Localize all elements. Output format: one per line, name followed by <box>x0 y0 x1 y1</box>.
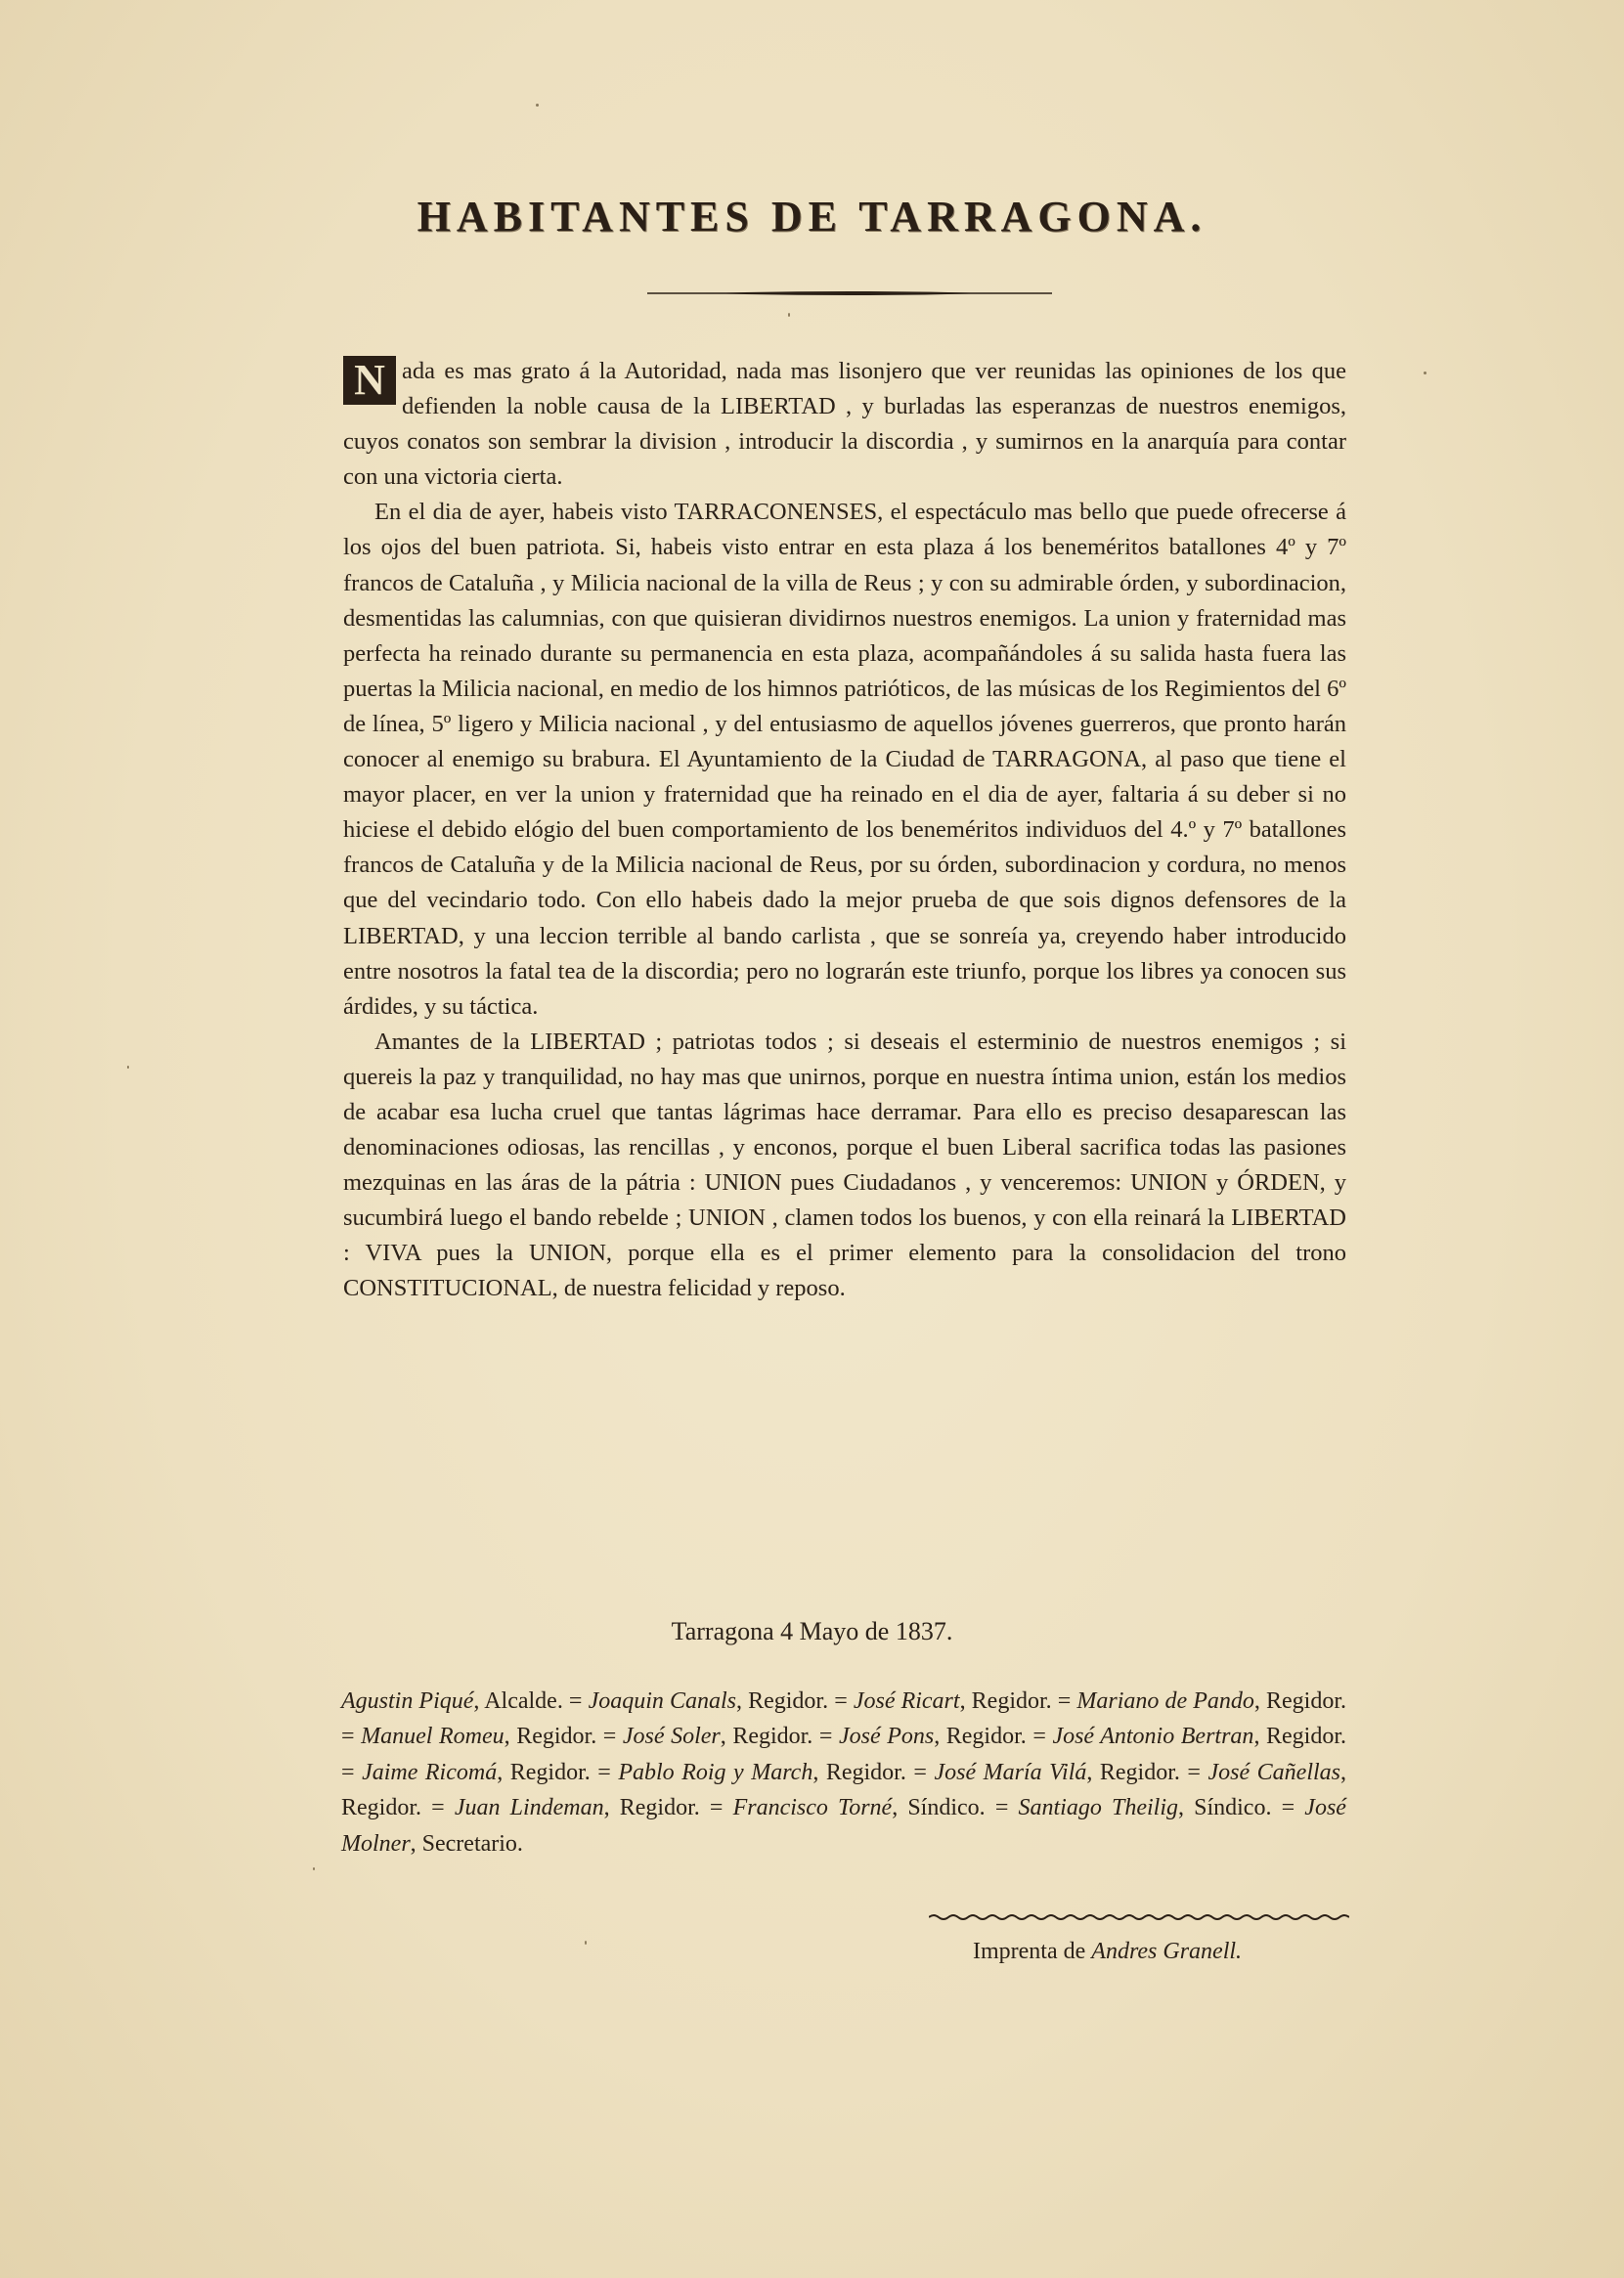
signatory-name: José Molner <box>341 1795 1346 1857</box>
signatory-name: Francisco Torné <box>732 1795 893 1821</box>
signatory-role: , Síndico. <box>892 1795 986 1821</box>
signatory-name: Pablo Roig y March <box>618 1759 813 1785</box>
signatory-name: José Cañellas <box>1207 1759 1341 1785</box>
imprint-prefix: Imprenta de <box>973 1939 1086 1964</box>
signatory-role: , Regidor. <box>603 1795 700 1821</box>
signatory-role: , Regidor. <box>1086 1759 1180 1785</box>
signatory-entry <box>854 1688 1052 1714</box>
signatory-name: José Soler <box>622 1724 721 1750</box>
signatory-name: Manuel Romeu <box>361 1724 505 1750</box>
paper-speck <box>1424 372 1426 374</box>
drop-cap-initial: N <box>343 356 396 405</box>
signatories-block: Agustin Piqué, Alcalde. = Joaquin Canals, Regidor. = José Ricart, Regidor. = Mariano de Pando, Regidor. = Manuel Romeu, Regidor. = José Soler, Regidor. = José Pons, Regidor. = José Antonio Bertran, Regidor. = Jaime Ricomá, Regidor. = Pablo Roig y March, Regidor. = José María Vilá, Regidor. = José Cañellas, Regidor. = Juan Lindeman, Regidor. = Francisco Torné, Síndico. = Santiago Theilig, Síndico. = José Molner, Secretario. <box>341 1688 1347 1857</box>
paragraph-2: En el dia de ayer, habeis visto TARRACONENSES, el espectáculo mas bello que puede ofrecerse á los ojos del buen patriota. Si, habeis visto entrar en esta plaza á los beneméritos batallones 4º y 7º francos de Cataluña , y Milicia nacional de la villa de Reus ; y con su admirable órden, y subordinacion, desmentidas las calumnias, con que quisieran dividirnos nuestros enemigos. La union y fraternidad mas perfecta ha reinado durante su permanencia en esta plaza, acompañándoles á su salida hasta fuera las puertas la Milicia nacional, en medio de los himnos patrióticos, de las músicas de los Regimientos del 6º de línea, 5º ligero y Milicia nacional , y del entusiasmo de aquellos jóvenes guerreros, que pronto harán conocer al enemigo su brabura. El Ayuntamiento de la Ciudad de TARRAGONA, al paso que tiene el mayor placer, en ver la union y fraternidad que ha reinado en el dia de ayer, faltaria á su deber si no hiciese el debido elógio del buen comportamiento de los beneméritos individuos del 4.º y 7º batallones francos de Cataluña y de la Milicia nacional de Reus, por su órden, subordinacion y cordura, no menos que del vecindario todo. Con ello habeis dado la mejor prueba de que sois dignos defensores de la LIBERTAD, y una leccion terrible al bando carlista , que se sonreía ya, creyendo haber introducido entre nosotros la fatal tea de la discordia; pero no lograrán este triunfo, porque los libres ya conocen sus árdides, y su táctica. <box>343 499 1346 1020</box>
signatory-entry <box>589 1688 829 1714</box>
paper-speck <box>585 1941 587 1945</box>
signatory-name: Jaime Ricomá <box>362 1759 498 1785</box>
signatory-name: Agustin Piqué <box>341 1688 474 1714</box>
paper-speck <box>313 1867 315 1870</box>
signatory-entry <box>1019 1795 1272 1820</box>
signatory-entry <box>733 1795 986 1820</box>
signatory-entry <box>455 1795 700 1820</box>
page-title: HABITANTES DE TARRAGONA. <box>417 193 1207 241</box>
signatory-role: , Regidor. <box>504 1724 597 1750</box>
signatory-entry <box>1052 1724 1346 1749</box>
paper-speck <box>788 313 790 317</box>
signatory-role: , Regidor. <box>959 1688 1052 1714</box>
signatory-role: , Alcalde. <box>473 1688 563 1714</box>
signatory-role: , Secretario. <box>410 1830 523 1857</box>
signatory-name: Joaquin Canals <box>588 1688 736 1714</box>
paragraph-3: Amantes de la LIBERTAD ; patriotas todos ; si deseais el esterminio de nuestros enemigos ; si quereis la paz y tranquilidad, no hay mas que unirnos, porque en nuestra íntima union, están los medios de acabar esa lucha cruel que tantas lágrimas hace derramar. Para ello es preciso desaparescan las denominaciones odiosas, las rencillas , y enconos, porque el buen Liberal sacrifica todas las pasiones mezquinas en las áras de la pátria : UNION pues Ciudadanos , y venceremos: UNION y ÓRDEN, y sucumbirá luego el bando rebelde ; UNION , clamen todos los buenos, y con ella reinará la LIBERTAD : VIVA pues la UNION, porque ella es el primer elemento para la consolidacion del trono CONSTITUCIONAL, de nuestra felicidad y reposo. <box>343 1028 1346 1302</box>
signatory-role: , Regidor. <box>1253 1724 1346 1750</box>
paragraph-1-text: ada es mas grato á la Autoridad, nada mas lisonjero que ver reunidas las opiniones de los que defienden la noble causa de la LIBERTAD , y burladas las esperanzas de nuestros enemigos, cuyos conatos son sembrar la division , introducir la discordia , y sumirnos en la anarquía para contar con una victoria cierta. <box>343 358 1346 491</box>
signatory-role: , Regidor. <box>497 1759 591 1785</box>
signatory-entry <box>839 1724 1027 1749</box>
signatory-entry <box>1076 1688 1346 1714</box>
imprint-printer: Andres Granell. <box>1091 1939 1243 1964</box>
signatory-name: Santiago Theilig <box>1018 1795 1178 1821</box>
paper-speck <box>536 104 539 107</box>
ornamental-wave-rule <box>929 1912 1349 1922</box>
proclamation-body <box>343 354 1346 1307</box>
signatory-role: , Regidor. <box>736 1688 829 1714</box>
signatory-role: , Regidor. <box>720 1724 813 1750</box>
signatory-role: , Regidor. <box>1253 1688 1346 1714</box>
paragraph-1 <box>343 354 1346 495</box>
signatory-entry <box>623 1724 812 1749</box>
signatory-entry <box>362 1760 591 1785</box>
signatory-name: Juan Lindeman <box>454 1795 604 1821</box>
title-divider <box>647 290 1052 296</box>
signatory-entry <box>341 1688 563 1714</box>
signatory-entry <box>618 1760 906 1785</box>
signatory-entry <box>361 1724 596 1749</box>
signatory-role: , Regidor. <box>341 1759 1347 1821</box>
signatory-name: José Ricart <box>853 1688 960 1714</box>
signatory-role: , Síndico. <box>1177 1795 1272 1821</box>
date-line: Tarragona 4 Mayo de 1837. <box>671 1617 953 1645</box>
signatory-role: , Regidor. <box>934 1724 1027 1750</box>
signatory-name: José Antonio Bertran <box>1052 1724 1254 1750</box>
signatory-role: , Regidor. <box>812 1759 906 1785</box>
printer-imprint <box>973 1939 1242 1965</box>
signatory-name: José Pons <box>838 1724 935 1750</box>
signatory-entry <box>934 1760 1179 1785</box>
paper-speck <box>127 1066 129 1069</box>
signatory-name: José María Vilá <box>934 1759 1087 1785</box>
signatory-name: Mariano de Pando <box>1076 1688 1254 1714</box>
